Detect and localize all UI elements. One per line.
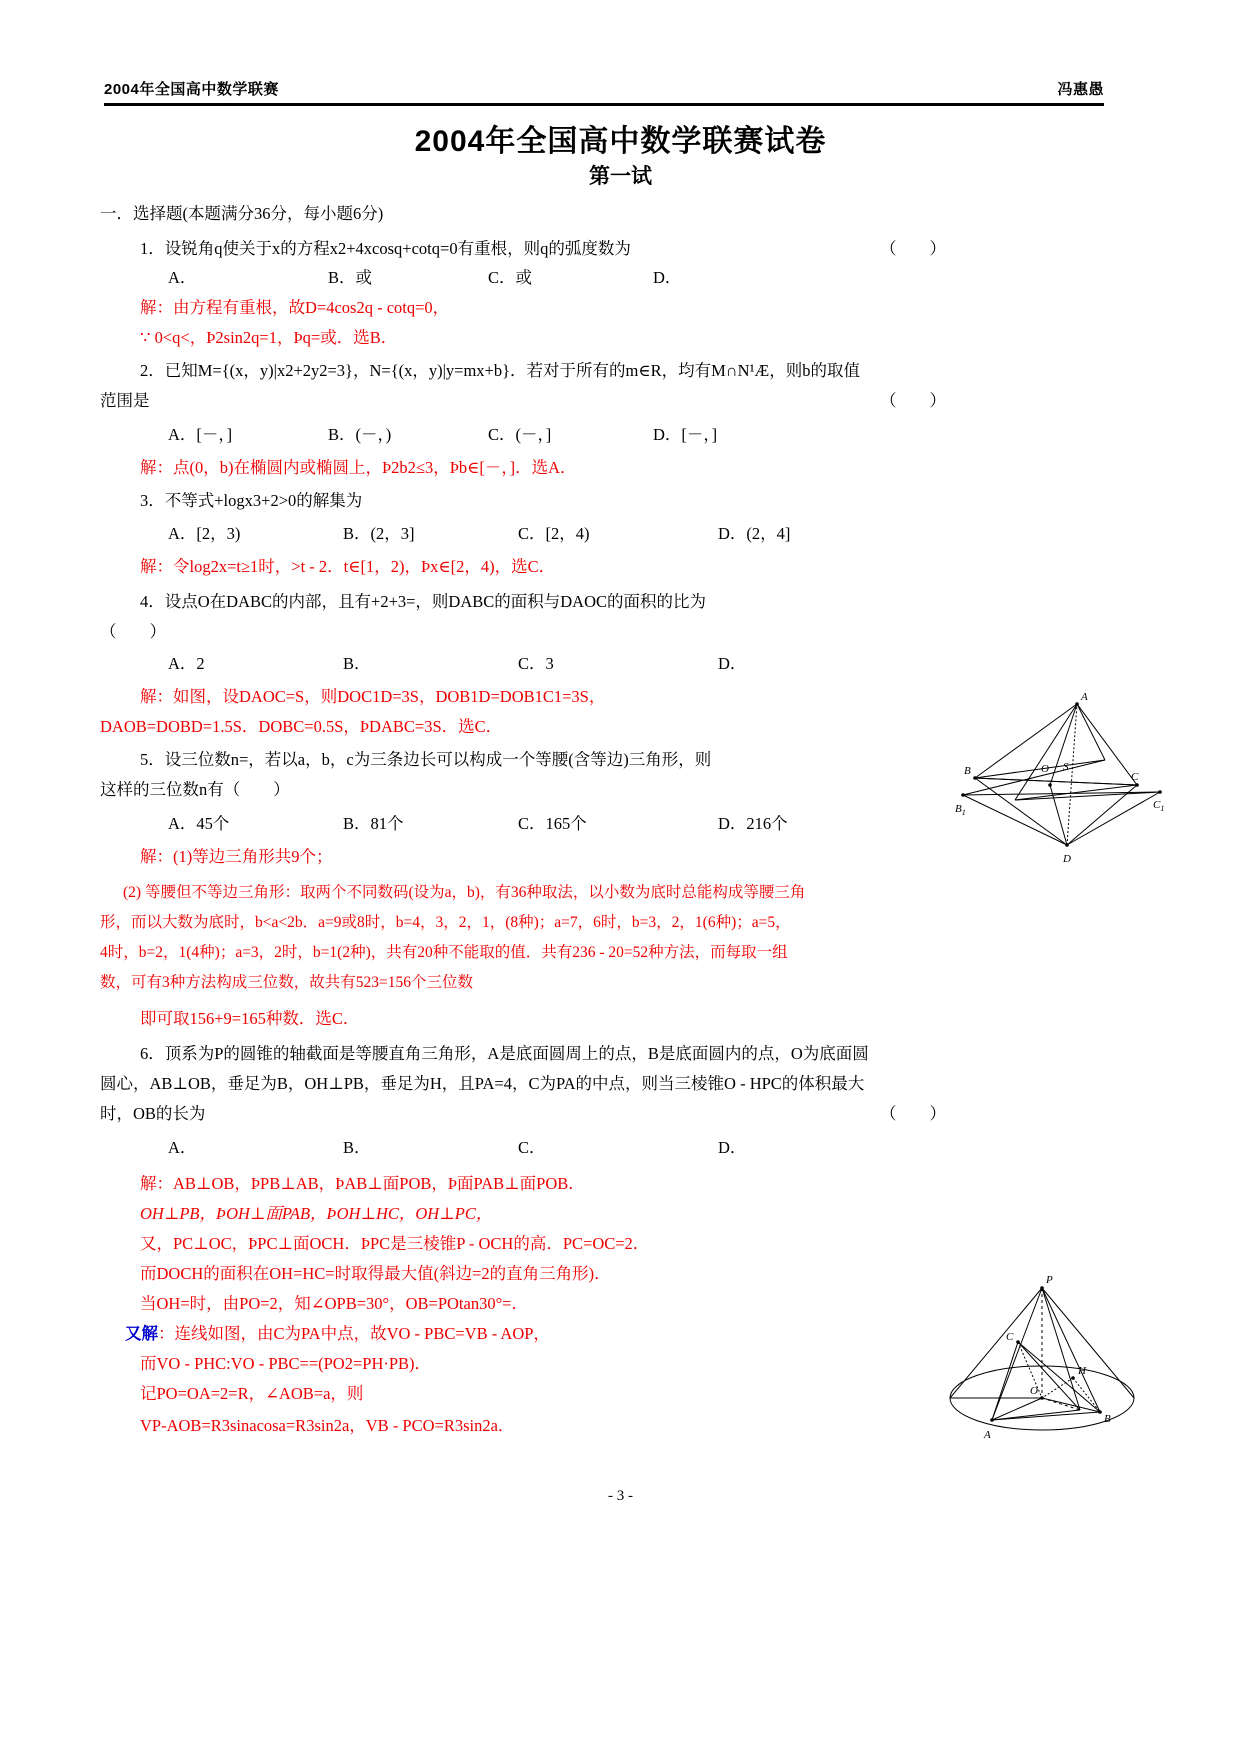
choice-a[interactable]: A．[－，] xyxy=(168,425,233,444)
problem-3-text: 不等式+logx3+2>0的解集为 xyxy=(164,491,363,510)
problem-6-solution-line-2: OH⊥PB，ÞOH⊥面PAB，ÞOH⊥HC，OH⊥PC， xyxy=(140,1204,493,1223)
section-heading: 一．选择题(本题满分36分，每小题6分) xyxy=(100,204,384,223)
problem-5-solution-line-6: 即可取156+9=165种数．选C． xyxy=(140,1009,360,1028)
header-right-text: 冯惠愚 xyxy=(1057,81,1104,98)
choice-d[interactable]: D．216个 xyxy=(718,814,788,833)
alt-solution-label: 又解 xyxy=(125,1324,158,1343)
figure1-label-B1: $B_1$ xyxy=(955,803,966,817)
choice-b[interactable]: B．81个 xyxy=(343,814,404,833)
problem-4-stem xyxy=(140,588,706,612)
problem-1-solution-line-2: ∵ 0<q<，Þ2sin2q=1，Þq=或．选B． xyxy=(140,328,398,347)
figure1-label-C1: $C_1$ xyxy=(1153,799,1165,813)
figure1-label-A: A xyxy=(1081,691,1088,703)
header-rule xyxy=(104,103,1104,106)
problem-6-text-c: 时，OB的长为 xyxy=(100,1104,206,1123)
figure1-label-S: S xyxy=(1063,761,1069,773)
problem-6-alt-solution-line-4: VP-AOB=R3sinacosa=R3sin2a，VB - PCO=R3sin2a． xyxy=(140,1416,515,1435)
choice-c[interactable]: C．(－，] xyxy=(488,425,552,444)
problem-2-stem xyxy=(140,357,860,381)
figure2-label-O: O xyxy=(1030,1385,1038,1397)
problem-6-stem xyxy=(140,1040,869,1064)
choice-d[interactable]: D．(2，4] xyxy=(718,524,791,543)
figure2-label-H: H xyxy=(1078,1365,1086,1377)
problem-5-stem xyxy=(140,746,711,770)
choice-c[interactable]: C．[2，4) xyxy=(518,524,590,543)
problem-4-number: 4． xyxy=(140,592,165,611)
problem-1-solution-line-1: 解：由方程有重根，故D=4cos2q - cotq=0， xyxy=(140,298,450,317)
figure1-label-C: C xyxy=(1131,771,1139,783)
choice-b[interactable]: B． xyxy=(343,1138,371,1157)
problem-3-choices xyxy=(168,520,878,544)
header-left-text: 2004年全国高中数学联赛 xyxy=(104,81,279,98)
problem-4-choices xyxy=(168,650,878,674)
problem-5-solution-line-3: 形，而以大数为底时，b<a<2b．a=9或8时，b=4，3，2，1，(8种)；a=7，6时，b=3，2，1(6种)；a=5， xyxy=(100,914,791,931)
problem-3-number: 3． xyxy=(140,491,165,510)
choice-b[interactable]: B． xyxy=(343,654,371,673)
alt-solution-text-1: ：连线如图，由C为PA中点，故VO - PBC=VB - AOP， xyxy=(158,1324,550,1343)
page-subtitle: 第一试 xyxy=(589,165,652,188)
problem-6-number: 6． xyxy=(140,1044,165,1063)
choice-c[interactable]: C．3 xyxy=(518,654,554,673)
problem-1-text: 设锐角q使关于x的方程x2+4xcosq+cotq=0有重根，则q的弧度数为 xyxy=(164,239,631,258)
problem-6-text-b: 圆心，AB⊥OB，垂足为B，OH⊥PB，垂足为H，且PA=4，C为PA的中点，则当三棱锥O - HPC的体积最大 xyxy=(100,1074,865,1093)
figure-cone-diagram xyxy=(930,1270,1160,1455)
problem-6-choices xyxy=(168,1134,878,1158)
choice-a[interactable]: A．2 xyxy=(168,654,205,673)
figure1-label-O: O xyxy=(1041,763,1049,775)
problem-2-text-a: 已知M={(x，y)|x2+2y2=3}，N={(x，y)|y=mx+b}．若对于所有的m∈R，均有M∩N¹Æ，则b的取值 xyxy=(164,361,860,380)
choice-c[interactable]: C．或 xyxy=(488,268,533,287)
problem-1-choices xyxy=(168,264,813,288)
figure-triangle-diagram xyxy=(955,690,1170,865)
choice-c[interactable]: C． xyxy=(518,1138,546,1157)
problem-6-alt-solution-line-2: 而VO - PHC:VO - PBC==(PO2=PH·PB)． xyxy=(140,1354,432,1373)
problem-5-number: 5． xyxy=(140,750,165,769)
choice-b[interactable]: B．(2，3] xyxy=(343,524,415,543)
figure2-label-P: P xyxy=(1046,1274,1053,1286)
page-title: 2004年全国高中数学联赛试卷 xyxy=(414,125,827,158)
problem-6-solution-line-3: 又，PC⊥OC，ÞPC⊥面OCH．ÞPC是三棱锥P - OCH的高．PC=OC=2． xyxy=(140,1234,650,1253)
problem-4-solution-line-1: 解：如图，设DAOC=S，则DOC1D=3S，DOB1D=DOB1C1=3S， xyxy=(140,687,606,706)
choice-d[interactable]: D．[－，] xyxy=(653,425,718,444)
problem-1-stem xyxy=(140,235,631,259)
choice-a[interactable]: A．45个 xyxy=(168,814,230,833)
problem-1-number: 1． xyxy=(140,239,165,258)
choice-b[interactable]: B．(－，) xyxy=(328,425,392,444)
problem-6-answer-bracket: （ ） xyxy=(880,1104,946,1123)
choice-a[interactable]: A． xyxy=(168,268,197,287)
figure2-label-B: B xyxy=(1104,1413,1111,1425)
problem-2-answer-bracket: （ ） xyxy=(880,391,946,410)
choice-a[interactable]: A．[2，3) xyxy=(168,524,241,543)
problem-6-alt-solution-line-3: 记PO=OA=2=R，∠AOB=a，则 xyxy=(140,1384,364,1403)
problem-5-solution-line-1: 解：(1)等边三角形共9个； xyxy=(140,847,333,866)
figure2-label-A: A xyxy=(984,1429,991,1441)
figure1-label-B: B xyxy=(964,765,971,777)
problem-5-solution-line-4: 4时，b=2，1(4种)；a=3，2时，b=1(2种)，共有20种不能取的值．共有236 - 20=52种方法，而每取一组 xyxy=(100,944,788,961)
problem-2-choices xyxy=(168,421,813,445)
page-number: - 3 - xyxy=(608,1488,633,1504)
problem-6-solution-line-1: 解：AB⊥OB，ÞPB⊥AB，ÞAB⊥面POB，Þ面PAB⊥面POB． xyxy=(140,1174,585,1193)
figure2-label-C: C xyxy=(1006,1331,1014,1343)
problem-5-text-b: 这样的三位数n有（ ） xyxy=(100,780,290,799)
choice-a[interactable]: A． xyxy=(168,1138,197,1157)
choice-c[interactable]: C．165个 xyxy=(518,814,587,833)
problem-5-solution-line-2: (2) 等腰但不等边三角形：取两个不同数码(设为a，b)，有36种取法，以小数为底时总能构成等腰三角 xyxy=(123,884,806,901)
problem-2-text-b: 范围是 xyxy=(100,391,150,410)
problem-5-solution-line-5: 数，可有3种方法构成三位数，故共有523=156个三位数 xyxy=(100,974,473,991)
problem-2-number: 2． xyxy=(140,361,165,380)
problem-6-alt-solution-line-1 xyxy=(125,1320,550,1344)
problem-6-solution-line-5: 当OH=时，由PO=2，知∠OPB=30°，OB=POtan30°=． xyxy=(140,1294,528,1313)
problem-5-text-a: 设三位数n=，若以a，b，c为三条边长可以构成一个等腰(含等边)三角形，则 xyxy=(164,750,712,769)
choice-d[interactable]: D． xyxy=(718,654,747,673)
problem-4-text-a: 设点O在DABC的内部，且有+2+3=，则DABC的面积与DAOC的面积的比为 xyxy=(164,592,707,611)
choice-b[interactable]: B．或 xyxy=(328,268,373,287)
problem-3-stem xyxy=(140,487,362,511)
page-header xyxy=(104,78,1104,99)
problem-5-choices xyxy=(168,810,878,834)
problem-1-answer-bracket: （ ） xyxy=(880,239,946,258)
problem-3-solution-line-1: 解：令log2x=t≥1时，>t - 2．t∈[1，2)，Þx∈[2，4)，选C． xyxy=(140,557,556,576)
problem-4-answer-bracket: （ ） xyxy=(100,622,166,641)
figure1-label-D: D xyxy=(1063,853,1071,865)
problem-4-solution-line-2: DAOB=DOBD=1.5S．DOBC=0.5S，ÞDABC=3S．选C． xyxy=(100,717,503,736)
problem-6-text-a: 顶系为P的圆锥的轴截面是等腰直角三角形，A是底面圆周上的点，B是底面圆内的点，O为底面圆 xyxy=(164,1044,869,1063)
choice-d[interactable]: D． xyxy=(718,1138,747,1157)
problem-6-solution-line-4: 而DOCH的面积在OH=HC=时取得最大值(斜边=2的直角三角形)． xyxy=(140,1264,611,1283)
problem-2-solution-line-1: 解：点(0，b)在椭圆内或椭圆上，Þ2b2≤3，Þb∈[－，]．选A． xyxy=(140,458,577,477)
choice-d[interactable]: D． xyxy=(653,268,682,287)
